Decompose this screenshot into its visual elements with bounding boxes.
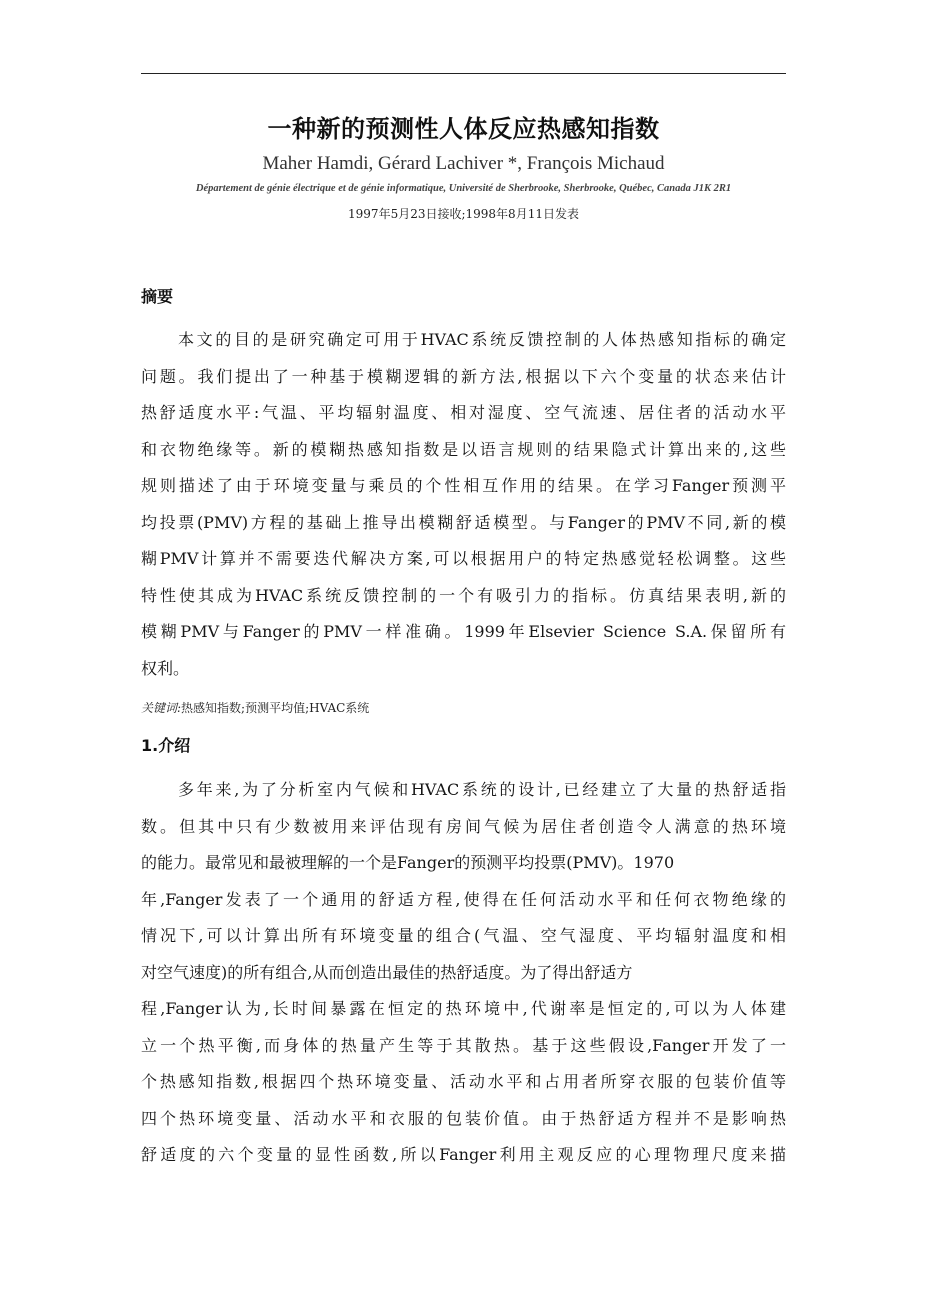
abstract-line: 模糊PMV与Fanger的PMV一样准确。1999年Elsevier Science S.A.保留所有 [141, 622, 786, 641]
intro-line: 多年来,为了分析室内气候和HVAC系统的设计,已经建立了大量的热舒适指 [178, 780, 786, 799]
intro-line: 舒适度的六个变量的显性函数,所以Fanger利用主观反应的心理物理尺度来描 [141, 1145, 786, 1164]
abstract-line: 均投票(PMV)方程的基础上推导出模糊舒适模型。与Fanger的PMV不同,新的模 [141, 512, 786, 532]
intro-line: 个热感知指数,根据四个热环境变量、活动水平和占用者所穿衣服的包装价值等 [141, 1072, 786, 1091]
abstract-line: 和衣物绝缘等。新的模糊热感知指数是以语言规则的结果隐式计算出来的,这些 [141, 439, 786, 459]
abstract-paragraph [141, 322, 786, 687]
introduction-heading: 1.介绍 [141, 736, 191, 755]
abstract-line: 特性使其成为HVAC系统反馈控制的一个有吸引力的指标。仿真结果表明,新的 [141, 585, 786, 605]
author-list: Maher Hamdi, Gérard Lachiver *, François Michaud [262, 153, 665, 174]
intro-line: 情况下,可以计算出所有环境变量的组合(气温、空气湿度、平均辐射温度和相 [141, 926, 786, 945]
header-rule [141, 73, 786, 74]
keywords-line [141, 698, 786, 718]
abstract-line: 本文的目的是研究确定可用于HVAC系统反馈控制的人体热感知指标的确定 [178, 330, 786, 349]
intro-line: 年,Fanger发表了一个通用的舒适方程,使得在任何活动水平和任何衣物绝缘的 [141, 889, 786, 909]
abstract-heading: 摘要 [141, 287, 174, 306]
author-affiliation: Département de génie électrique et de génie informatique, Université de Sherbrooke, Sherbrooke, Québec, Canada J1K 2R1 [195, 183, 732, 194]
abstract-line: 问题。我们提出了一种基于模糊逻辑的新方法,根据以下六个变量的状态来估计 [141, 366, 786, 386]
paper-title: 一种新的预测性人体反应热感知指数 [267, 115, 660, 143]
introduction-paragraph [141, 772, 786, 1174]
received-published-dates: 1997年5月23日接收;1998年8月11日发表 [348, 207, 579, 221]
intro-line: 数。但其中只有少数被用来评估现有房间气候为居住者创造令人满意的热环境 [141, 816, 786, 836]
abstract-line: 权利。 [141, 658, 190, 678]
keywords-text: 热感知指数;预测平均值;HVAC系统 [181, 701, 370, 715]
abstract-line: 热舒适度水平:气温、平均辐射温度、相对湿度、空气流速、居住者的活动水平 [141, 403, 786, 422]
abstract-line: 糊PMV计算并不需要迭代解决方案,可以根据用户的特定热感觉轻松调整。这些 [141, 549, 786, 568]
intro-line: 立一个热平衡,而身体的热量产生等于其散热。基于这些假设,Fanger开发了一 [141, 1035, 786, 1055]
intro-line: 的能力。最常见和最被理解的一个是Fanger的预测平均投票(PMV)。1970 [141, 853, 675, 872]
keywords-label: 关键词: [141, 701, 182, 715]
intro-line: 对空气速度)的所有组合,从而创造出最佳的热舒适度。为了得出舒适方 [141, 962, 633, 982]
intro-line: 程,Fanger认为,长时间暴露在恒定的热环境中,代谢率是恒定的,可以为人体建 [141, 999, 786, 1018]
intro-line: 四个热环境变量、活动水平和衣服的包装价值。由于热舒适方程并不是影响热 [141, 1108, 786, 1128]
abstract-line: 规则描述了由于环境变量与乘员的个性相互作用的结果。在学习Fanger预测平 [141, 476, 786, 495]
